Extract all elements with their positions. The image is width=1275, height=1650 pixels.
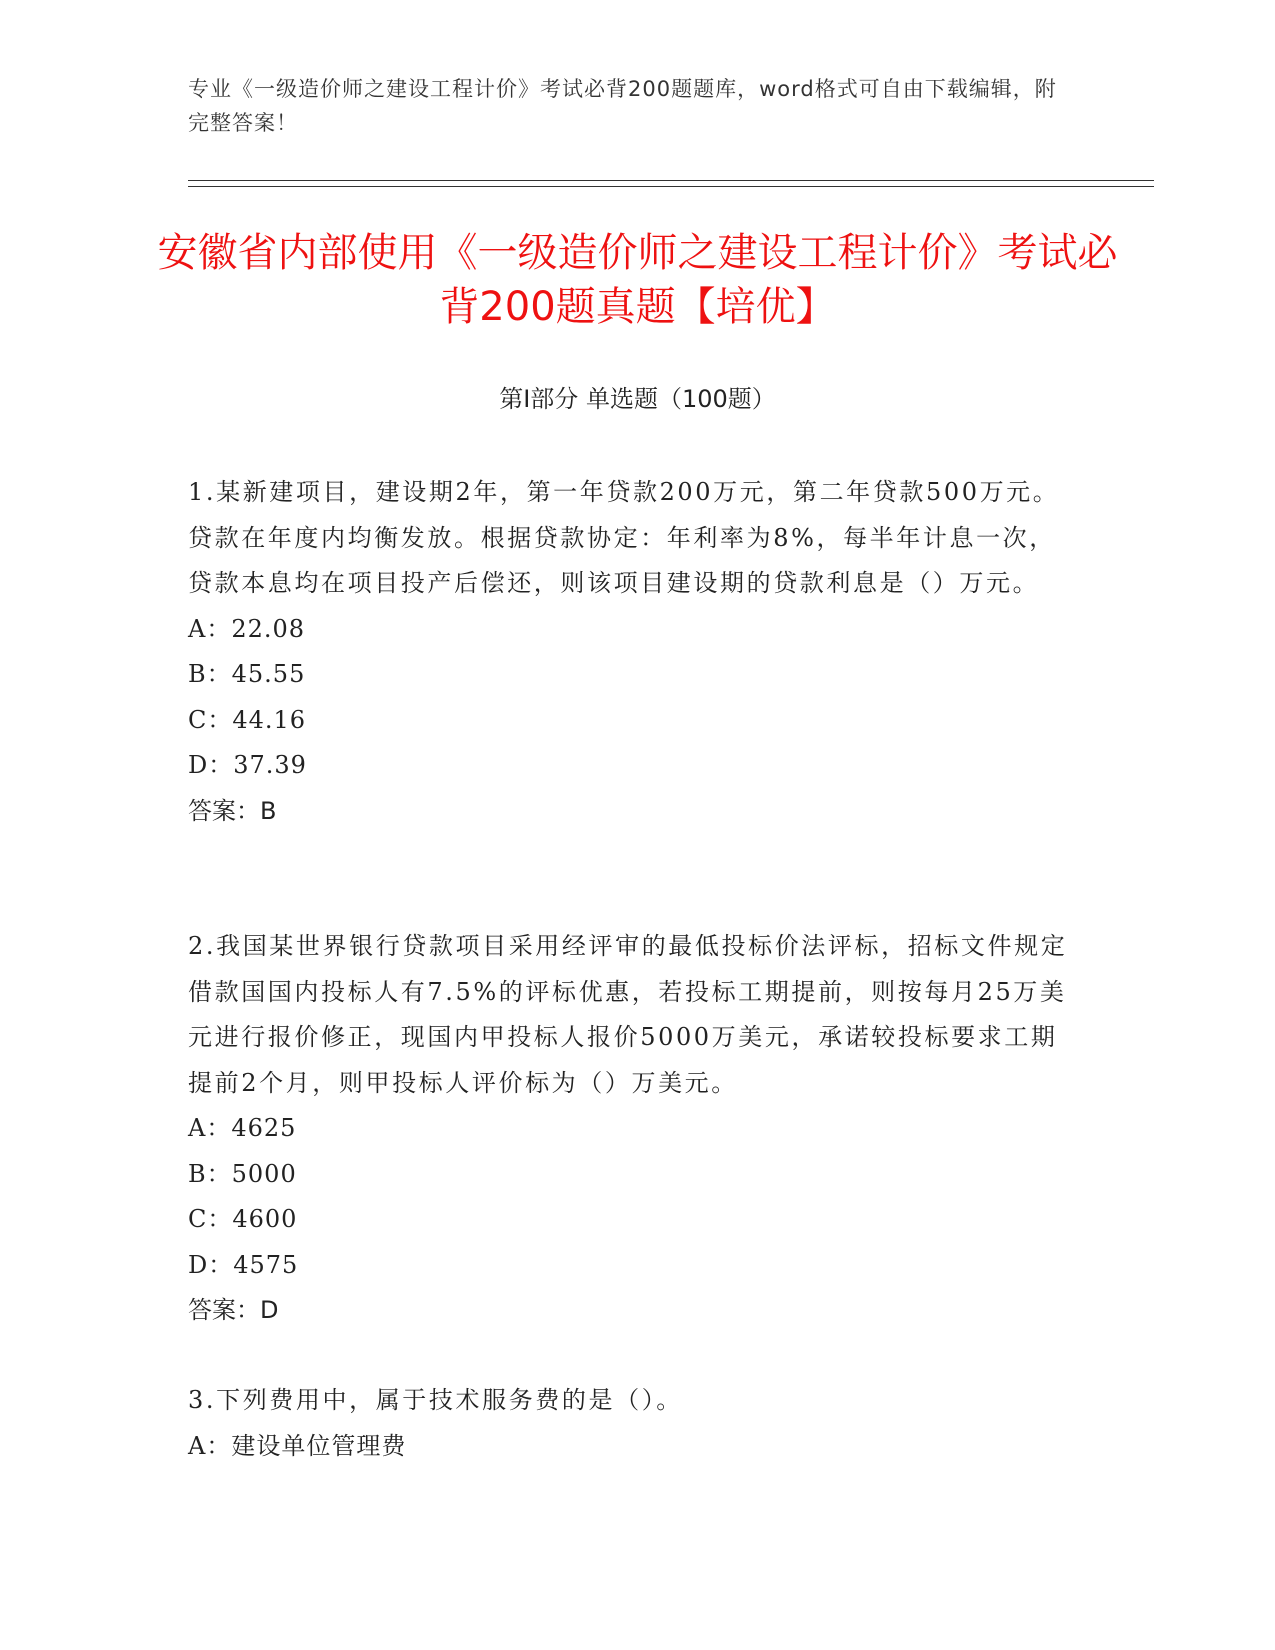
header-divider-bottom xyxy=(188,186,1154,187)
option-d: D：37.39 xyxy=(188,751,307,779)
option-a: A：建设单位管理费 xyxy=(188,1431,407,1460)
document-title: 安徽省内部使用《一级造价师之建设工程计价》考试必背200题真题【培优】 xyxy=(157,230,1118,330)
option-b: B：45.55 xyxy=(188,660,306,688)
header-divider-top xyxy=(188,180,1154,181)
option-a: A：22.08 xyxy=(188,614,306,643)
header-note: 专业《一级造价师之建设工程计价》考试必背200题题库，word格式可自由下载编辑，附完整答案！ xyxy=(188,77,1057,135)
option-d: D：4575 xyxy=(188,1250,299,1279)
option-c: C：44.16 xyxy=(188,705,307,734)
question-2 xyxy=(188,924,1068,1334)
answer-line: 答案：D xyxy=(188,1296,279,1324)
section-title: 第I部分 单选题（100题） xyxy=(499,385,776,413)
question-stem: 3.下列费用中，属于技术服务费的是（）。 xyxy=(188,1386,683,1414)
question-3 xyxy=(188,1378,1068,1469)
option-a: A：4625 xyxy=(188,1114,297,1142)
question-1 xyxy=(188,470,1068,834)
answer-line: 答案：B xyxy=(188,796,277,825)
question-stem: 1.某新建项目，建设期2年，第一年贷款200万元，第二年贷款500万元。贷款在年度内均衡发放。根据贷款协定：年利率为8%，每半年计息一次，贷款本息均在项目投产后偿还，则该项目建设期的贷款利息是（）万元。 xyxy=(188,478,1060,597)
question-stem: 2.我国某世界银行贷款项目采用经评审的最低投标价法评标，招标文件规定借款国国内投标人有7.5%的评标优惠，若投标工期提前，则按每月25万美元进行报价修正，现国内甲投标人报价5000万美元，承诺较投标要求工期提前2个月，则甲投标人评价标为（）万美元。 xyxy=(188,932,1068,1097)
option-b: B：5000 xyxy=(188,1159,297,1188)
option-c: C：4600 xyxy=(188,1205,298,1233)
